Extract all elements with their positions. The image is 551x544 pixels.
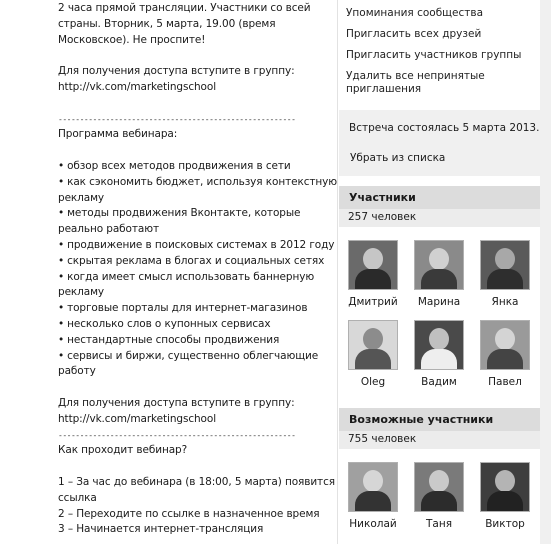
member-name: Вадим [421,376,457,388]
members-count-bar[interactable] [339,209,540,227]
event-sidebar [337,0,541,544]
group-url-link[interactable]: http://vk.com/marketingschool [58,412,217,425]
page-edge [540,0,551,544]
possible-member-viktor[interactable] [475,462,535,530]
post-text-line: 2 часа прямой трансляции. Участники со всей [58,2,311,14]
blank-line [58,380,320,396]
program-bullet-item: • несколько слов о купонных сервисах [58,317,320,333]
meeting-status-text: Встреча состоялась 5 марта 2013. [349,122,540,134]
possible-members-header[interactable] [339,408,540,433]
invite-group-members-link[interactable]: Пригласить участников группы [346,49,522,61]
remove-from-list-link[interactable]: Убрать из списка [350,152,446,164]
post-text-line: ссылка [58,491,97,504]
possible-members-count-bar[interactable] [339,431,540,449]
avatar [414,462,464,512]
post-text-line: работу [58,365,96,378]
post-text-line: 3 – Начинается интернет-трансляция [58,523,264,536]
possible-members-title: Возможные участники [349,413,494,426]
post-text-line: Для получения доступа вступите в группу: [58,396,295,409]
program-bullet-item: • методы продвижения Вконтакте, которые [58,206,320,222]
member-dmitry[interactable] [343,240,403,308]
invite-all-friends-link[interactable]: Пригласить всех друзей [346,28,482,40]
possible-members-count: 755 человек [348,433,417,445]
member-name: Oleg [360,376,386,388]
member-name: Виктор [485,518,525,530]
post-body [58,1,337,538]
member-vadim[interactable] [409,320,469,388]
avatar [414,240,464,290]
members-title: Участники [349,191,416,204]
post-text-line: рекламу [58,286,105,299]
post-text-line: Программа вебинара: [58,128,178,141]
blank-line [58,459,320,475]
possible-member-nikolay[interactable] [343,462,403,530]
post-text-line: Московское). Не проспите! [58,33,206,46]
avatar [348,320,398,370]
member-oleg[interactable] [343,320,403,388]
post-text-line: Как проходит вебинар? [58,444,188,457]
community-mentions-link[interactable]: Упоминания сообщества [346,7,484,19]
member-name: Янка [491,296,519,308]
program-bullet-item: • нестандартные способы продвижения [58,333,320,349]
post-text-line: рекламу [58,191,105,204]
program-bullet-item: • обзор всех методов продвижения в сети [58,159,320,175]
member-pavel[interactable] [475,320,535,388]
avatar [348,462,398,512]
post-text-line: страны. Вторник, 5 марта, 19.00 (время [58,17,276,30]
member-name: Таня [425,518,453,530]
program-bullet-item: • когда имеет смысл использовать баннерную [58,270,320,286]
delete-pending-invites-link[interactable]: Удалить все непринятые приглашения [346,70,485,95]
program-bullet-item: • скрытая реклама в блогах и социальных сетях [58,254,320,270]
text-divider: ------------------------------------------------------- [58,114,296,124]
program-bullet-item: • торговые порталы для интернет-магазинов [58,301,320,317]
member-name: Дмитрий [348,296,398,308]
post-text-line: 1 – За час до вебинара (в 18:00, 5 марта) появится [58,475,335,488]
member-name: Павел [488,376,522,388]
member-name: Николай [349,518,397,530]
program-bullet-item: • продвижение в поисковых системах в 2012 году [58,238,320,254]
member-marina[interactable] [409,240,469,308]
avatar [348,240,398,290]
blank-line [58,143,320,159]
group-url-link[interactable]: http://vk.com/marketingschool [58,80,217,93]
text-divider: ------------------------------------------------------- [58,430,296,440]
avatar [480,240,530,290]
post-text-line: 2 – Переходите по ссылке в назначенное время [58,507,320,520]
program-bullet-item: • как сэкономить бюджет, используя контекстную [58,175,320,191]
avatar [480,320,530,370]
members-header[interactable] [339,186,540,211]
post-text-line: реально работают [58,223,159,236]
member-yanka[interactable] [475,240,535,308]
blank-line [58,96,320,112]
members-count: 257 человек [348,211,417,223]
avatar [480,462,530,512]
member-name: Марина [417,296,461,308]
post-text-line: Для получения доступа вступите в группу: [58,65,295,78]
blank-line [58,48,320,64]
possible-member-tanya[interactable] [409,462,469,530]
program-bullet-item: • сервисы и биржи, существенно облегчающие [58,349,320,365]
avatar [414,320,464,370]
meeting-status-box [339,110,540,176]
